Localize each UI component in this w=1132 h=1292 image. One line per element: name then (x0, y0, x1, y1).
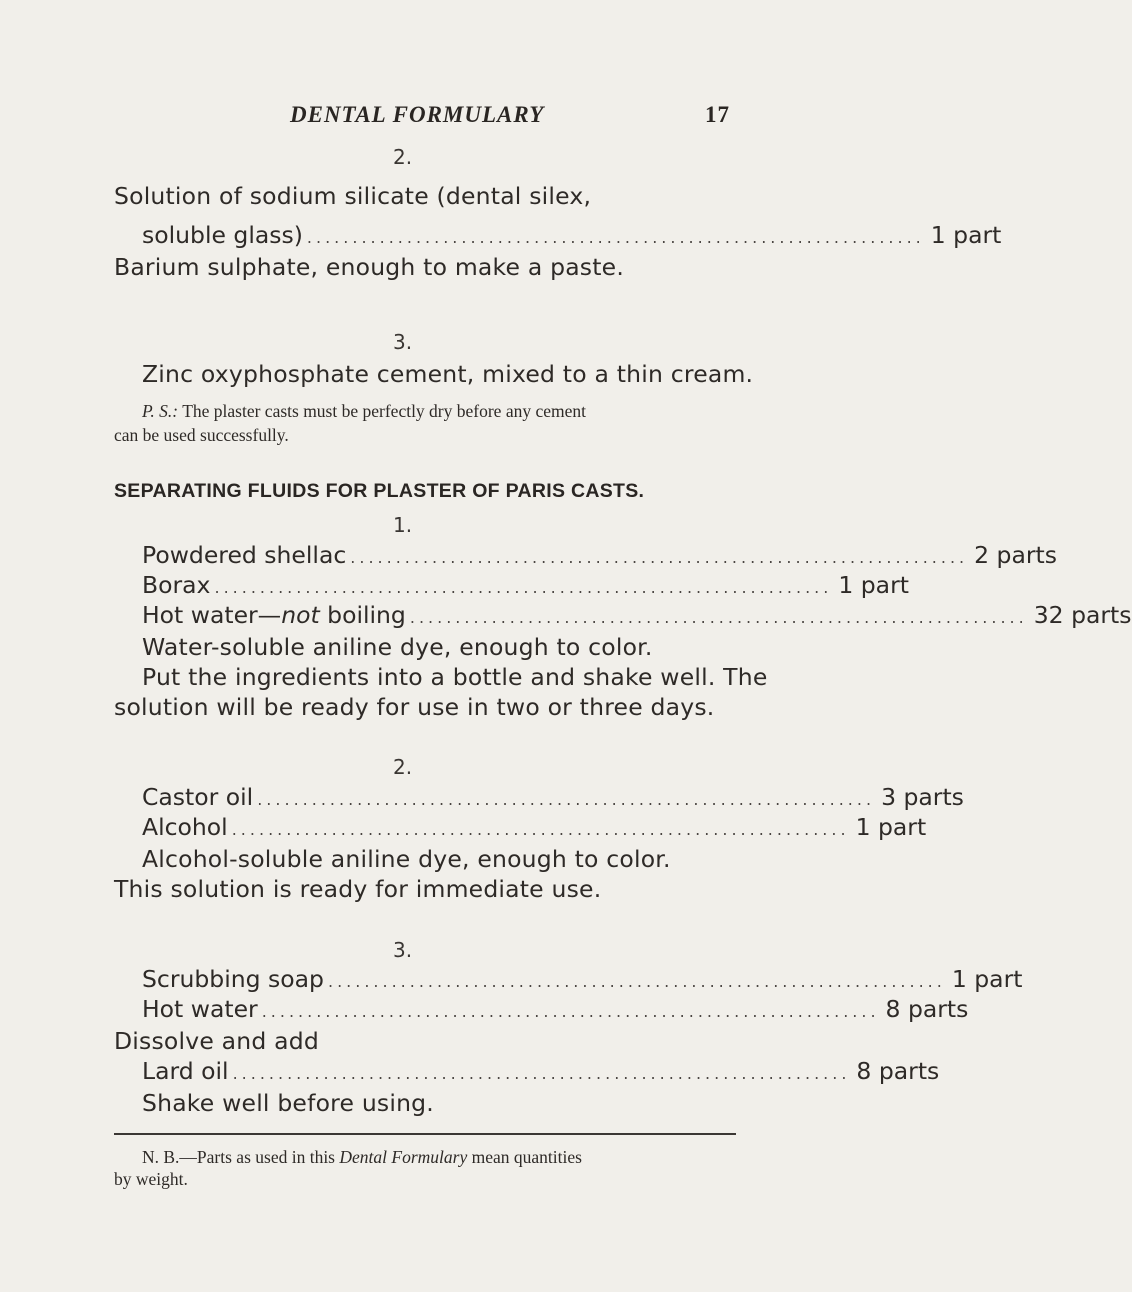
formula-text: Solution of sodium silicate (dental silex, (114, 182, 592, 210)
ingredient-name: Hot water (142, 995, 258, 1023)
formula-text: Alcohol-soluble aniline dye, enough to color. (142, 845, 671, 873)
formula-number: 1. (393, 513, 413, 537)
ingredient-row (142, 570, 909, 600)
ingredient-name: Hot water—not boiling (142, 601, 406, 629)
dot-leader: .................................................................... (231, 820, 850, 839)
formula-text: Water-soluble aniline dye, enough to color. (142, 633, 653, 661)
ingredient-row (142, 994, 969, 1024)
ingredient-quantity: 8 parts (856, 1057, 940, 1085)
instruction-text: This solution is ready for immediate use. (114, 875, 602, 903)
ingredient-quantity: 1 part (951, 965, 1023, 993)
postscript-note-cont: can be used successfully. (114, 425, 289, 445)
instruction-text: Put the ingredients into a bottle and shake well. The (142, 663, 768, 691)
dot-leader: .................................................................... (261, 1002, 880, 1021)
ingredient-quantity: 3 parts (881, 783, 964, 811)
ingredient-name: Borax (142, 571, 211, 599)
instruction-text: Shake well before using. (142, 1089, 434, 1117)
formula-text: Zinc oxyphosphate cement, mixed to a thin cream. (142, 360, 754, 388)
page-number: 17 (705, 102, 730, 127)
dot-leader: .................................................................... (214, 578, 833, 597)
ingredient-name: Alcohol (142, 813, 228, 841)
dot-leader: .................................................................... (409, 608, 1028, 627)
dot-leader: .................................................................... (232, 1064, 851, 1083)
ingredient-row (142, 600, 1132, 630)
section-heading: SEPARATING FLUIDS FOR PLASTER OF PARIS CASTS. (114, 480, 645, 502)
ingredient-row (142, 812, 927, 842)
ingredient-name: Scrubbing soap (142, 965, 324, 993)
formula-number: 3. (393, 330, 413, 354)
ingredient-name: soluble glass) (142, 221, 303, 249)
dot-leader: .................................................................... (350, 548, 969, 567)
postscript-text: The plaster casts must be perfectly dry before any cement (182, 401, 586, 421)
formula-number: 2. (393, 755, 413, 779)
ingredient-quantity: 1 part (930, 221, 1002, 249)
ingredient-quantity: 1 part (838, 571, 909, 599)
dot-leader: .................................................................... (327, 972, 946, 991)
ingredient-row (142, 964, 1023, 994)
ingredient-row (142, 220, 1002, 250)
ingredient-name: Castor oil (142, 783, 254, 811)
footnote-cont: by weight. (114, 1169, 188, 1189)
dot-leader: .................................................................... (306, 228, 925, 247)
ingredient-quantity: 1 part (855, 813, 927, 841)
instruction-text: Dissolve and add (114, 1027, 319, 1055)
formula-number: 2. (393, 145, 413, 169)
footnote-rule (114, 1133, 736, 1135)
formula-number: 3. (393, 938, 413, 962)
ingredient-row (142, 782, 964, 812)
running-head (290, 102, 730, 132)
ingredient-quantity: 2 parts (974, 541, 1057, 569)
running-title: DENTAL FORMULARY (290, 102, 545, 127)
ingredient-row (142, 1056, 940, 1086)
ingredient-name: Powdered shellac (142, 541, 347, 569)
ingredient-quantity: 32 parts (1033, 601, 1132, 629)
instruction-text: solution will be ready for use in two or three days. (114, 693, 715, 721)
postscript-note (142, 400, 586, 422)
dot-leader: .................................................................... (257, 790, 876, 809)
ingredient-row (142, 540, 1057, 570)
postscript-label: P. S.: (142, 401, 179, 421)
ingredient-quantity: 8 parts (885, 995, 969, 1023)
formula-text: Barium sulphate, enough to make a paste. (114, 253, 624, 281)
ingredient-name: Lard oil (142, 1057, 229, 1085)
footnote: N. B.—Parts as used in this Dental Formulary mean quantities (142, 1147, 582, 1167)
